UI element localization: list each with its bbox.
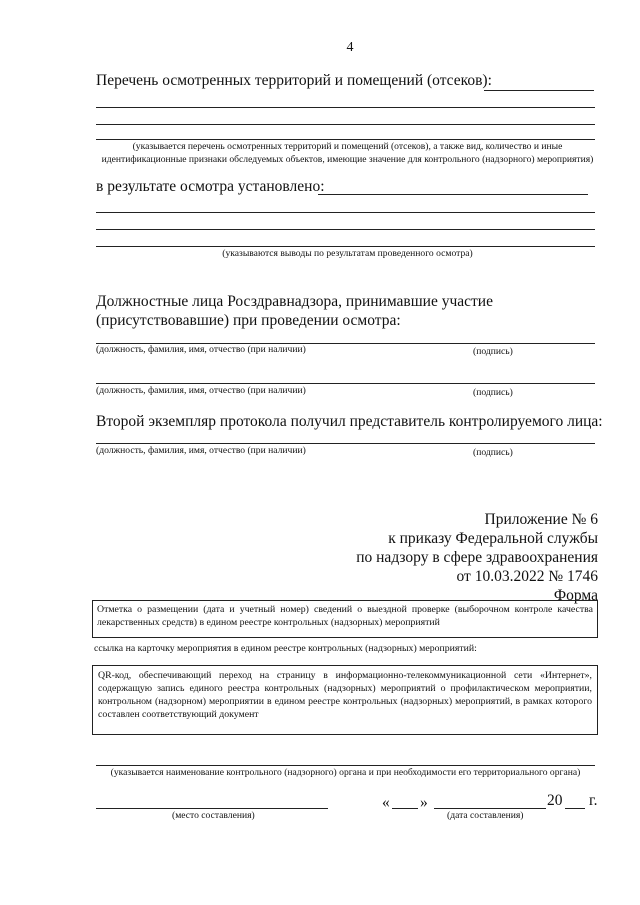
- territories-label: Перечень осмотренных территорий и помещений (отсеков):: [96, 72, 492, 89]
- date-year-line: [565, 808, 585, 809]
- appendix-line-2: к приказу Федеральной службы: [388, 530, 598, 547]
- official-position-caption-2: (должность, фамилия, имя, отчество (при наличии): [96, 385, 306, 396]
- authority-line: [96, 765, 595, 766]
- date-year-prefix: 20: [547, 792, 563, 809]
- official-position-caption-1: (должность, фамилия, имя, отчество (при наличии): [96, 344, 306, 355]
- result-line-3: [96, 246, 595, 247]
- result-line-1: [96, 212, 595, 213]
- link-label: ссылка на карточку мероприятия в едином реестре контрольных (надзорных) мероприятий:: [94, 643, 477, 654]
- result-label: в результате осмотра установлено:: [96, 178, 325, 195]
- second-copy-label: Второй экземпляр протокола получил представитель контролируемого лица:: [96, 413, 603, 430]
- territories-line-3: [96, 139, 595, 140]
- second-copy-signature-caption: (подпись): [473, 447, 513, 458]
- result-caption: (указываются выводы по результатам проведенного осмотра): [222, 248, 473, 259]
- date-open-quote: «: [382, 794, 390, 811]
- official-signature-caption-1: (подпись): [473, 346, 513, 357]
- territories-inline-line: [484, 90, 594, 91]
- appendix-line-4: от 10.03.2022 № 1746: [456, 568, 598, 585]
- territories-caption: (указывается перечень осмотренных территорий и помещений (отсеков), а также вид, количество и иные идентификационные признаки обследуемых объектов, имеющие значение для контрольного (надзорного) мероприятия): [101, 141, 594, 165]
- page-number: 4: [346, 40, 354, 55]
- authority-caption: (указывается наименование контрольного (надзорного) органа и при необходимости его территориального органа): [110, 767, 581, 778]
- appendix-line-3: по надзору в сфере здравоохранения: [356, 549, 598, 566]
- official-line-2: [96, 383, 595, 384]
- qr-text: QR-код, обеспечивающий переход на страницу в информационно-телекоммуникационной сети «Интернет», содержащую запись единого реестра контрольных (надзорных) мероприятий о профилактическом мероприятии, контрольном (надзорном) мероприятии в едином реестре контрольных (надзорных) мероприятий, в рамках которого составлен соответствующий документ: [98, 670, 592, 720]
- date-close-quote: »: [420, 794, 428, 811]
- date-day-line: [392, 808, 418, 809]
- date-year-suffix: г.: [589, 792, 598, 809]
- place-line: [96, 808, 328, 809]
- date-caption: (дата составления): [447, 810, 524, 821]
- second-copy-line: [96, 443, 595, 444]
- placement-note-text: Отметка о размещении (дата и учетный номер) сведений о выездной проверке (выборочном контроле качества лекарственных средств) в едином реестре контрольных (надзорных) мероприятий: [97, 604, 593, 628]
- appendix-line-1: Приложение № 6: [484, 511, 598, 528]
- officials-heading-2: (присутствовавшие) при проведении осмотра:: [96, 312, 401, 329]
- appendix-block: [356, 510, 598, 605]
- result-inline-line: [318, 194, 588, 195]
- place-caption: (место составления): [172, 810, 255, 821]
- territories-line-1: [96, 107, 595, 108]
- second-copy-position-caption: (должность, фамилия, имя, отчество (при наличии): [96, 445, 306, 456]
- date-month-line: [434, 808, 546, 809]
- result-line-2: [96, 229, 595, 230]
- territories-line-2: [96, 124, 595, 125]
- official-signature-caption-2: (подпись): [473, 387, 513, 398]
- appendix-line-5: Форма: [553, 587, 598, 604]
- officials-heading-1: Должностные лица Росздравнадзора, принимавшие участие: [96, 293, 493, 310]
- placement-note-box: [92, 600, 598, 638]
- qr-box: [92, 665, 598, 735]
